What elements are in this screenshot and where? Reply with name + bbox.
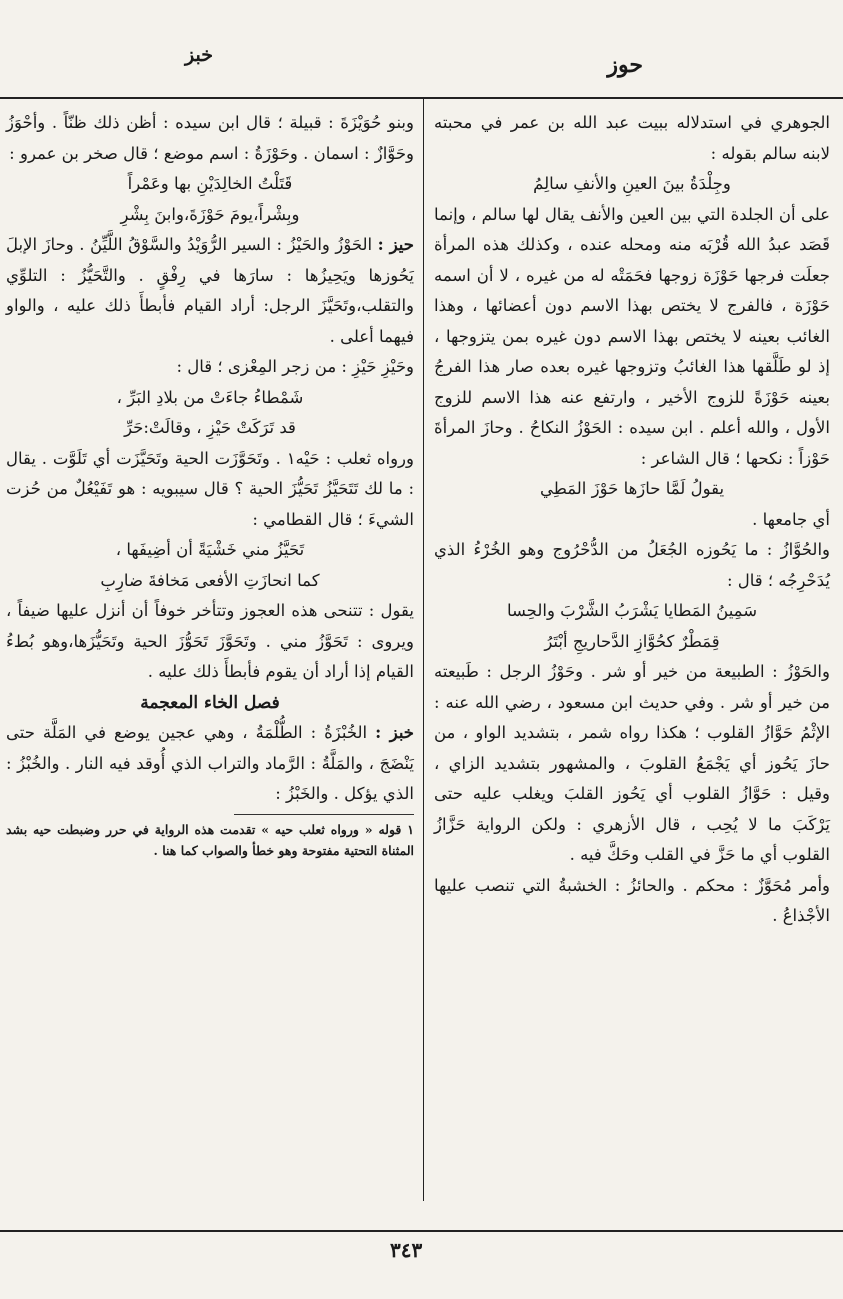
text-paragraph: على أن الجلدة التي بين العين والأنف يقال لها سالم ، وإنما قَصَد عبدُ الله قُرْبَه منه ومحله عنده ، وكذلك هذه المرأة جعلَت فرجها حَوْزَة زوجها فحَمَتْه له من غيره ، لا أن اسمه حَوْزَة ، فالفرج لا يختص بهذا الاسم دون أعضائها ، وهذا الغائب بعينه لا يختص بهذا الاسم دون غيره بمن يتزوجها ، إذ لو طَلَّقها هذا الغائبُ وتزوجها غيره بعده صار هذا الفرجُ بعينه حَوْزَةً للزوج الأخير ، وارتفع عنه هذا الاسم للزوج الأول ، والله أعلم . ابن سيده : الحَوْزُ النكاحُ . وحازَ المرأةَ حَوْزاً : نكحها ؛ قال الشاعر : xyxy=(434,204,830,468)
text-paragraph: يقول : تتنحى هذه العجوز وتتأخر خوفاً أن أنزل عليها ضيفاً ، ويروى : تَحَوَّزُ مني . وتَحَوَّزَ تَحَوُّزَ الحية وتَحَيُّزَها،وهو بُطءُ القيام إذا أراد أن يقوم فأبطأَ ذلك عليه . xyxy=(6,601,414,681)
running-header-left: خبز xyxy=(185,44,213,66)
left-column xyxy=(6,108,414,861)
text-paragraph: والحُوَّازُ : ما يَحُوزه الجُعَلُ من الدُّحْرُوج وهو الخُرْءُ الذي يُدَحْرِجُه ؛ قال : xyxy=(434,540,830,590)
text-paragraph: الجوهري في استدلاله ببيت عبد الله بن عمر في محبته لابنه سالم بقوله : xyxy=(434,113,830,163)
column-divider xyxy=(423,98,424,1201)
entry-text: الخُبْزَةُ : الطُّلْمَةُ ، وهي عجين يوضع في المَلَّة حتى يَنْضَجَ ، والمَلَّةُ : الرَّماد والتراب الذي أُوقد فيه النار . والخُبْزُ : الذي يؤكل . والخَبْزُ : xyxy=(6,723,414,803)
footnote-rule xyxy=(234,814,414,815)
text-paragraph: ورواه ثعلب : حَيْه١ . وتَحَوَّزَت الحية وتَحَيَّزَت أي تَلَوَّت . يقال : ما لك تَتَحَيَّزُ تَحَيُّزَ الحية ؟ قال سيبويه : هو تَفَيْعُلٌ من حُزت الشيءَ ؛ قال القطامي : xyxy=(6,448,414,529)
header-rule xyxy=(0,97,843,99)
entry-text: الحَوْزُ والحَيْزُ : السير الرُّوَيْدُ والسَّوْقُ اللَّيِّنُ . وحازَ الإبلَ يَحُوزها ويَحِيزُها : سارَها في رِفْقٍ . والتَّحَيُّزُ : التلوِّي والتقلب،وتَحَيَّزَ الرجل: أراد القيام فأبطأَ ذلك عليه ، والواو فيهما أعلى . xyxy=(6,235,414,346)
verse-line: قِمَطْرٌ كحُوَّازِ الدَّحاريجِ أبْتَرُ xyxy=(544,631,720,651)
entry-headword: خبز : xyxy=(375,723,414,742)
verse-line: سَمِينُ المَطايا يَشْرَبُ الشَّرْبَ والحِسا xyxy=(506,601,758,620)
section-title: فصل الخاء المعجمة xyxy=(140,692,280,713)
verse-line: كما انحازَتِ الأفعى مَخافةَ ضارِبِ xyxy=(100,570,320,590)
text-paragraph: وبنو حُوَيْزَةَ : قبيلة ؛ قال ابن سيده : أظن ذلك ظنّاً . وأحْوَزُ وحَوَّازٌ : اسمان . وحَوْزَةُ : اسم موضع ؛ قال صخر بن عمرو : xyxy=(6,113,414,163)
footnote: ١ قوله « ورواه ثعلب حيه » تقدمت هذه الرواية في حرر وضبطت حيه بشد المثناة التحتية مفتوحة وهو خطأ والصواب كما هنا . xyxy=(6,821,414,858)
verse-line: شَمْطاءُ جاءَتْ من بلادِ البَرِّ ، xyxy=(116,387,304,407)
entry-paragraph xyxy=(6,230,414,352)
entry-paragraph xyxy=(6,718,414,810)
verse-line: قَتَلْتُ الخالِدَيْنِ بها وعَمْراً xyxy=(127,174,293,193)
verse-line: تَحَيَّزُ مني خَشْيَةً أن أضِيفَها ، xyxy=(115,540,305,559)
verse-line: يقولُ لَمَّا حازَها حَوْزَ المَطِي xyxy=(539,479,725,498)
left-column-body xyxy=(6,108,414,810)
verse-line: وجِلْدَةُ بينَ العينِ والأنفِ سالِمُ xyxy=(533,174,731,193)
running-header-right: حوز xyxy=(607,52,643,78)
text-paragraph: أي جامعها . xyxy=(752,509,830,529)
text-paragraph: والحَوْزُ : الطبيعة من خير أو شر . وحَوْزُ الرجل : طَبيعته من خير أو شر . وفي حديث ابن مسعود ، رضي الله عنه : الإثْمُ حَوَّازُ القلوب ؛ هكذا رواه شمر ، بتشديد الواو ، من حازَ يَحُوز أي يَجْمَعُ القلوبَ ، والمشهور بتشديد الزاي ، وقيل : حَوَّازُ القلوب أي يَحُوز القلبَ ويغلب عليه حتى يَرْكَبَ ما لا يُحِب ، قال الأزهري : ولكن الرواية حَزَّازُ القلوب أي ما حَزَّ في القلب وحَكَّ فيه . xyxy=(434,662,830,864)
footer-rule xyxy=(0,1230,843,1232)
page-number: ٣٤٣ xyxy=(390,1238,423,1262)
text-paragraph: وأمر مُحَوَّزٌ : محكم . والحائزُ : الخشبةُ التي تنصب عليها الأجْذاعُ . xyxy=(434,875,830,925)
right-column xyxy=(434,108,830,932)
verse-line: وبِشْراً،يومَ حَوْزَةَ،وابنَ بِشْرِ xyxy=(120,204,300,224)
verse-line: قد تَرَكَتْ حَيْزِ ، وقالَتْ:حَرِّ xyxy=(124,418,296,437)
text-paragraph: وحَيْزِ حَيْزِ : من زجر المِعْزى ؛ قال : xyxy=(176,357,414,376)
entry-headword: حيز : xyxy=(377,235,414,254)
